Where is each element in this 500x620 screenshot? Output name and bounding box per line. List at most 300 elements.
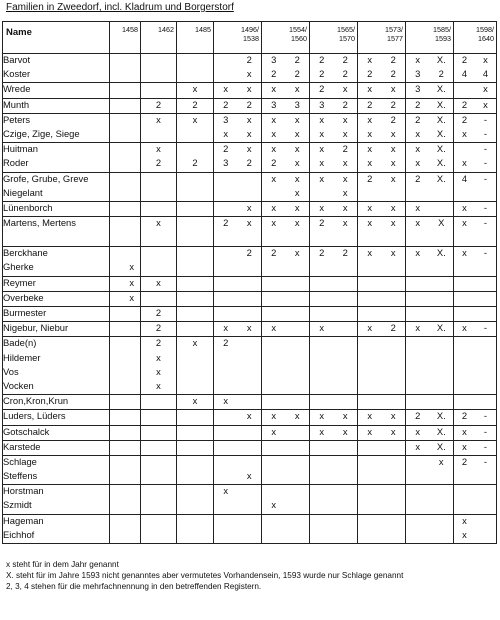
year-value-line	[177, 307, 213, 321]
year-value-line	[358, 499, 405, 513]
year-value-cell	[214, 425, 262, 440]
year-value-line	[214, 54, 261, 68]
year-value-line	[177, 352, 213, 366]
table-row	[3, 217, 497, 247]
mention-mark: x	[246, 143, 252, 155]
mention-mark: -	[483, 322, 488, 334]
mention-mark: x	[319, 201, 325, 213]
family-name: Peters	[3, 113, 31, 125]
mention-mark: x	[271, 201, 277, 213]
mention-mark: X.	[436, 54, 446, 65]
year-value-cell	[214, 455, 262, 484]
year-value-line	[358, 277, 405, 291]
mention-mark: 2	[342, 98, 348, 110]
year-value-line	[214, 366, 261, 380]
mention-mark: x	[294, 186, 300, 198]
year-value-line	[358, 426, 405, 440]
year-value-cell	[177, 514, 214, 543]
year-value-line	[358, 410, 405, 424]
mention-mark: x	[342, 201, 348, 213]
mention-mark: x	[415, 157, 421, 169]
year-value-line	[110, 515, 140, 529]
year-value-cell	[141, 395, 177, 410]
family-name: Schlage	[3, 455, 37, 467]
mention-mark: 2	[342, 54, 348, 65]
year-value-cell	[310, 455, 358, 484]
year-value-line	[214, 173, 261, 187]
year-value-cell	[358, 485, 406, 514]
year-value-cell	[310, 276, 358, 291]
table-row	[3, 291, 497, 306]
family-name-cell	[3, 337, 110, 395]
year-value-cell	[110, 54, 141, 83]
year-value-line	[110, 499, 140, 513]
year-value-cell	[177, 337, 214, 395]
year-value-cell	[214, 83, 262, 98]
year-value-line	[177, 202, 213, 216]
mention-mark: x	[415, 425, 421, 437]
year-value-line	[454, 529, 496, 543]
table-row	[3, 514, 497, 543]
year-value-line	[310, 114, 357, 128]
year-value-line	[454, 173, 496, 187]
year-value-cell	[262, 83, 310, 98]
family-name: Horstman	[3, 485, 44, 497]
mention-mark: x	[415, 322, 421, 334]
year-value-line	[141, 83, 176, 97]
legend-notes	[6, 559, 494, 592]
mention-mark: x	[367, 425, 373, 437]
mention-mark: x	[246, 470, 252, 482]
year-value-line	[406, 322, 453, 336]
year-value-line	[454, 54, 496, 68]
year-value-line	[310, 277, 357, 291]
family-name: Czige, Zige, Siege	[3, 127, 80, 139]
year-value-cell	[358, 410, 406, 425]
year-value-cell	[110, 395, 141, 410]
year-value-line	[177, 54, 213, 68]
year-value-line	[454, 380, 496, 394]
year-value-line	[177, 322, 213, 336]
year-value-cell	[406, 395, 454, 410]
year-value-cell	[310, 98, 358, 113]
family-name: Hildemer	[3, 351, 41, 363]
year-value-cell	[177, 395, 214, 410]
year-value-cell	[110, 83, 141, 98]
year-value-cell	[110, 291, 141, 306]
mention-mark: x	[415, 127, 421, 139]
family-name: Gotschalck	[3, 425, 50, 437]
year-value-line	[141, 217, 176, 231]
mention-mark: x	[342, 157, 348, 169]
year-value-line	[177, 157, 213, 171]
year-value-line	[177, 128, 213, 142]
mention-mark: x	[415, 201, 421, 213]
year-value-cell	[214, 307, 262, 322]
year-value-line	[310, 54, 357, 68]
mention-mark: x	[192, 337, 198, 349]
year-value-line	[262, 202, 309, 216]
mention-mark: x	[223, 485, 229, 497]
year-value-cell	[177, 247, 214, 276]
mention-mark: x	[367, 143, 373, 155]
mention-mark: x	[438, 455, 444, 467]
year-value-line	[310, 157, 357, 171]
year-value-line	[262, 337, 309, 351]
year-value-line	[358, 187, 405, 201]
year-value-line	[406, 99, 453, 113]
mention-mark: x	[367, 113, 373, 125]
year-value-line	[141, 352, 176, 366]
year-value-line	[262, 352, 309, 366]
table-row	[3, 113, 497, 142]
year-value-line	[141, 54, 176, 68]
year-value-line	[214, 307, 261, 321]
mention-mark: x	[342, 127, 348, 139]
family-name-cell	[3, 307, 110, 322]
year-value-line	[358, 337, 405, 351]
year-value-line	[141, 173, 176, 187]
year-value-line	[454, 456, 496, 470]
year-value-cell	[358, 276, 406, 291]
year-value-line	[406, 485, 453, 499]
year-value-line	[262, 499, 309, 513]
year-value-cell	[214, 395, 262, 410]
year-value-cell	[262, 395, 310, 410]
year-value-cell	[310, 172, 358, 201]
year-value-cell	[406, 291, 454, 306]
mention-mark: x	[271, 113, 277, 125]
year-value-cell	[214, 172, 262, 201]
year-value-line	[110, 395, 140, 409]
mention-mark: x	[294, 113, 300, 125]
year-value-line	[262, 366, 309, 380]
table-row	[3, 201, 497, 216]
year-value-cell	[110, 276, 141, 291]
mention-mark: 3	[415, 68, 421, 80]
year-value-cell	[454, 172, 497, 201]
family-name: Grofe, Grube, Greve	[3, 172, 89, 184]
mention-mark: 2	[223, 143, 229, 155]
mention-mark: -	[483, 127, 488, 139]
year-value-line	[310, 410, 357, 424]
year-value-cell	[454, 247, 497, 276]
year-value-line	[406, 307, 453, 321]
mention-mark: x	[319, 172, 325, 184]
year-value-line	[310, 441, 357, 455]
year-value-line	[406, 261, 453, 275]
mention-mark: X.	[436, 440, 446, 452]
year-value-line	[141, 485, 176, 499]
mention-mark: x	[156, 351, 161, 363]
year-value-line	[262, 247, 309, 261]
year-value-line	[358, 307, 405, 321]
year-value-cell	[310, 337, 358, 395]
mention-mark: x	[342, 186, 348, 198]
year-value-cell	[141, 98, 177, 113]
year-value-line	[262, 68, 309, 82]
family-name: Overbeke	[3, 291, 44, 303]
year-value-line	[358, 380, 405, 394]
year-value-line	[454, 307, 496, 321]
year-column-header: 1585/ 1593	[406, 22, 454, 54]
year-value-line	[262, 173, 309, 187]
mention-mark: x	[271, 425, 277, 437]
year-value-cell	[141, 291, 177, 306]
year-value-line	[358, 173, 405, 187]
year-value-line	[110, 426, 140, 440]
year-value-line	[214, 99, 261, 113]
year-value-line	[110, 352, 140, 366]
year-value-line	[406, 499, 453, 513]
year-value-cell	[141, 337, 177, 395]
year-value-line	[141, 143, 176, 157]
year-value-line	[141, 99, 176, 113]
mention-mark: 2	[461, 455, 468, 467]
mention-mark: x	[246, 322, 252, 334]
family-name-cell	[3, 410, 110, 425]
mention-mark: X.	[436, 98, 446, 110]
year-value-cell	[454, 425, 497, 440]
mention-mark: -	[483, 113, 488, 125]
year-value-line	[454, 366, 496, 380]
year-value-cell	[177, 217, 214, 247]
year-value-cell	[406, 143, 454, 172]
year-value-line	[310, 143, 357, 157]
year-value-cell	[177, 143, 214, 172]
year-value-line	[141, 307, 176, 321]
year-value-line	[177, 292, 213, 306]
year-value-line	[406, 352, 453, 366]
year-value-line	[262, 187, 309, 201]
year-value-cell	[141, 485, 177, 514]
year-value-line	[454, 83, 496, 97]
year-value-line	[177, 441, 213, 455]
note-x: x steht für in dem Jahr genannt	[6, 560, 119, 569]
year-value-line	[214, 292, 261, 306]
mention-mark: x	[271, 143, 277, 155]
year-value-line	[406, 395, 453, 409]
year-value-cell	[310, 247, 358, 276]
year-value-line	[110, 441, 140, 455]
mention-mark: 4	[461, 68, 468, 80]
table-row	[3, 276, 497, 291]
year-value-line	[406, 128, 453, 142]
year-value-cell	[214, 143, 262, 172]
mention-mark: x	[390, 410, 396, 422]
year-value-line	[141, 410, 176, 424]
year-value-cell	[358, 425, 406, 440]
year-value-line	[214, 441, 261, 455]
year-value-line	[110, 128, 140, 142]
mention-mark: 2	[461, 113, 468, 125]
year-value-line	[310, 247, 357, 261]
year-value-cell	[406, 217, 454, 247]
year-value-cell	[177, 54, 214, 83]
year-value-line	[310, 352, 357, 366]
year-value-line	[214, 485, 261, 499]
year-value-cell	[406, 440, 454, 455]
year-value-line	[214, 456, 261, 470]
year-value-cell	[141, 322, 177, 337]
mention-mark: 2	[461, 410, 468, 422]
table-row	[3, 172, 497, 201]
year-value-line	[110, 247, 140, 261]
year-value-cell	[110, 98, 141, 113]
year-value-line	[358, 515, 405, 529]
year-value-line	[358, 247, 405, 261]
mention-mark: 2	[246, 157, 252, 169]
mention-mark: 2	[271, 68, 277, 80]
year-value-line	[262, 470, 309, 484]
mention-mark: 2	[319, 83, 325, 95]
year-value-line	[110, 277, 140, 291]
year-column-header: 1573/ 1577	[358, 22, 406, 54]
mention-mark: x	[271, 410, 277, 422]
mention-mark: x	[367, 322, 373, 334]
year-value-line	[141, 68, 176, 82]
year-value-cell	[214, 217, 262, 247]
mention-mark: x	[246, 217, 252, 229]
year-value-line	[214, 337, 261, 351]
year-value-cell	[214, 276, 262, 291]
mention-mark: x	[294, 157, 300, 169]
year-value-line	[177, 485, 213, 499]
mention-mark: X.	[436, 113, 446, 125]
family-name-cell	[3, 201, 110, 216]
year-value-line	[262, 307, 309, 321]
table-row	[3, 410, 497, 425]
year-value-cell	[110, 307, 141, 322]
year-value-line	[177, 380, 213, 394]
mention-mark: x	[223, 395, 229, 407]
mention-mark: x	[390, 83, 396, 95]
year-value-cell	[454, 201, 497, 216]
mention-mark: x	[319, 157, 325, 169]
mention-mark: X.	[436, 127, 446, 139]
year-value-cell	[141, 440, 177, 455]
year-value-line	[358, 54, 405, 68]
family-name: Reymer	[3, 276, 36, 288]
family-register-table	[2, 21, 497, 544]
year-value-line	[406, 292, 453, 306]
year-value-cell	[262, 247, 310, 276]
table-row	[3, 143, 497, 172]
year-value-cell	[141, 113, 177, 142]
year-column-header: 1565/ 1570	[310, 22, 358, 54]
year-value-cell	[454, 395, 497, 410]
mention-mark: 3	[319, 98, 325, 110]
year-value-cell	[310, 322, 358, 337]
year-value-cell	[177, 440, 214, 455]
table-row	[3, 307, 497, 322]
year-value-line	[406, 456, 453, 470]
year-value-cell	[177, 291, 214, 306]
year-value-line	[141, 114, 176, 128]
year-value-line	[454, 114, 496, 128]
year-value-line	[454, 247, 496, 261]
mention-mark: -	[483, 143, 488, 155]
year-value-cell	[110, 514, 141, 543]
mention-mark: X.	[436, 322, 446, 334]
year-value-line	[141, 202, 176, 216]
year-value-cell	[110, 247, 141, 276]
year-value-line	[214, 277, 261, 291]
year-value-line	[406, 380, 453, 394]
year-value-cell	[177, 113, 214, 142]
year-value-line	[358, 114, 405, 128]
mention-mark: x	[462, 217, 467, 229]
mention-mark: x	[129, 276, 134, 288]
year-value-cell	[454, 440, 497, 455]
mention-mark: x	[319, 127, 325, 139]
mention-mark: x	[415, 217, 421, 229]
year-value-line	[310, 261, 357, 275]
mention-mark: x	[367, 217, 373, 229]
year-value-cell	[177, 201, 214, 216]
mention-mark: 2	[342, 68, 348, 80]
mention-mark: x	[415, 143, 421, 155]
year-value-cell	[454, 410, 497, 425]
year-value-line	[177, 83, 213, 97]
mention-mark: X.	[436, 172, 446, 184]
mention-mark: 2	[319, 54, 325, 65]
mention-mark: x	[367, 201, 373, 213]
family-name: Roder	[3, 157, 29, 169]
mention-mark: x	[223, 322, 229, 334]
mention-mark: 2	[223, 98, 229, 110]
year-value-cell	[262, 440, 310, 455]
mention-mark: x	[156, 143, 161, 155]
year-value-line	[262, 261, 309, 275]
year-value-line	[177, 426, 213, 440]
year-value-line	[141, 247, 176, 261]
year-value-line	[214, 68, 261, 82]
year-value-line	[177, 261, 213, 275]
family-name: Wrede	[3, 83, 31, 95]
year-value-line	[262, 426, 309, 440]
mention-mark: x	[223, 83, 229, 95]
year-value-line	[262, 292, 309, 306]
year-value-line	[454, 99, 496, 113]
mention-mark: x	[294, 143, 300, 155]
year-value-line	[141, 499, 176, 513]
year-value-line	[406, 366, 453, 380]
year-value-line	[141, 277, 176, 291]
year-value-line	[110, 217, 140, 231]
year-value-cell	[406, 276, 454, 291]
year-value-cell	[110, 410, 141, 425]
year-value-line	[110, 54, 140, 68]
year-value-line	[358, 157, 405, 171]
year-value-cell	[310, 54, 358, 83]
year-value-cell	[406, 425, 454, 440]
year-value-line	[110, 99, 140, 113]
table-row	[3, 83, 497, 98]
mention-mark: 2	[342, 143, 348, 155]
year-value-line	[214, 426, 261, 440]
mention-mark: x	[192, 83, 198, 95]
mention-mark: 2	[246, 98, 252, 110]
year-value-line	[177, 515, 213, 529]
year-value-line	[214, 114, 261, 128]
mention-mark: x	[342, 410, 348, 422]
year-value-line	[141, 395, 176, 409]
year-value-line	[214, 157, 261, 171]
year-value-cell	[110, 485, 141, 514]
year-value-line	[358, 292, 405, 306]
mention-mark: x	[129, 261, 134, 273]
